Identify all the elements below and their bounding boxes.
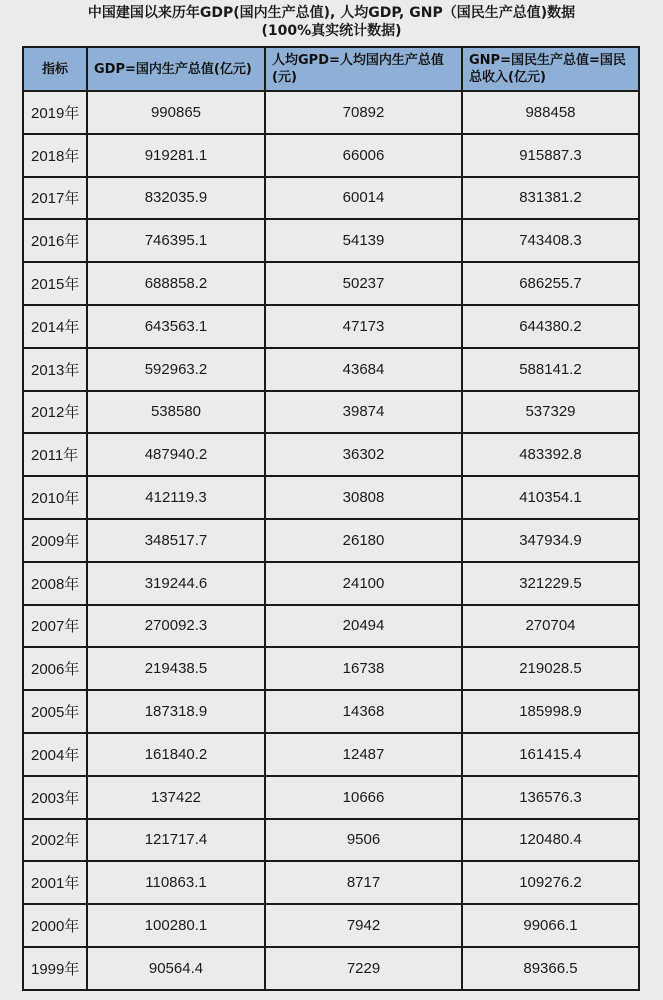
gnp-cell: 831381.2 (462, 177, 639, 220)
table-row (23, 947, 639, 990)
gnp-cell: 321229.5 (462, 562, 639, 605)
year-cell: 2011年 (23, 433, 87, 476)
gdp-per-capita-cell: 16738 (265, 647, 462, 690)
gdp-per-capita-cell: 70892 (265, 91, 462, 134)
gdp-per-capita-cell: 7229 (265, 947, 462, 990)
gdp-cell: 746395.1 (87, 219, 265, 262)
gdp-per-capita-cell: 10666 (265, 776, 462, 819)
year-cell: 2017年 (23, 177, 87, 220)
gdp-per-capita-cell: 60014 (265, 177, 462, 220)
gdp-cell: 412119.3 (87, 476, 265, 519)
gdp-per-capita-cell: 7942 (265, 904, 462, 947)
gnp-cell: 270704 (462, 605, 639, 648)
gdp-cell: 348517.7 (87, 519, 265, 562)
table-row (23, 219, 639, 262)
gnp-cell: 219028.5 (462, 647, 639, 690)
gnp-cell: 537329 (462, 391, 639, 434)
gdp-cell: 919281.1 (87, 134, 265, 177)
year-cell: 2003年 (23, 776, 87, 819)
gnp-cell: 915887.3 (462, 134, 639, 177)
year-cell: 2008年 (23, 562, 87, 605)
gnp-cell: 743408.3 (462, 219, 639, 262)
gnp-cell: 120480.4 (462, 819, 639, 862)
year-cell: 2007年 (23, 605, 87, 648)
gnp-cell: 588141.2 (462, 348, 639, 391)
gnp-cell: 347934.9 (462, 519, 639, 562)
gdp-cell: 538580 (87, 391, 265, 434)
year-cell: 1999年 (23, 947, 87, 990)
table-row (23, 262, 639, 305)
gdp-cell: 270092.3 (87, 605, 265, 648)
gdp-cell: 121717.4 (87, 819, 265, 862)
table-row (23, 690, 639, 733)
gdp-per-capita-cell: 9506 (265, 819, 462, 862)
gnp-cell: 185998.9 (462, 690, 639, 733)
gdp-per-capita-cell: 26180 (265, 519, 462, 562)
gdp-cell: 219438.5 (87, 647, 265, 690)
year-cell: 2014年 (23, 305, 87, 348)
gdp-cell: 137422 (87, 776, 265, 819)
year-cell: 2019年 (23, 91, 87, 134)
table-row (23, 562, 639, 605)
gdp-per-capita-cell: 47173 (265, 305, 462, 348)
table-row (23, 519, 639, 562)
header-gnp: GNP=国民生产总值=国民总收入(亿元) (462, 47, 639, 91)
year-cell: 2016年 (23, 219, 87, 262)
table-row (23, 861, 639, 904)
table-header-row (23, 47, 639, 91)
gdp-cell: 110863.1 (87, 861, 265, 904)
year-cell: 2002年 (23, 819, 87, 862)
year-cell: 2015年 (23, 262, 87, 305)
gdp-cell: 990865 (87, 91, 265, 134)
header-gdp-per-capita: 人均GPD=人均国内生产总值(元) (265, 47, 462, 91)
year-cell: 2000年 (23, 904, 87, 947)
gdp-cell: 592963.2 (87, 348, 265, 391)
table-row (23, 348, 639, 391)
header-gdp: GDP=国内生产总值(亿元) (87, 47, 265, 91)
gdp-cell: 688858.2 (87, 262, 265, 305)
gnp-cell: 644380.2 (462, 305, 639, 348)
gdp-per-capita-cell: 43684 (265, 348, 462, 391)
table-row (23, 776, 639, 819)
gnp-cell: 686255.7 (462, 262, 639, 305)
gdp-cell: 319244.6 (87, 562, 265, 605)
gdp-cell: 100280.1 (87, 904, 265, 947)
gdp-per-capita-cell: 30808 (265, 476, 462, 519)
gdp-data-table (22, 46, 640, 991)
table-row (23, 391, 639, 434)
gnp-cell: 410354.1 (462, 476, 639, 519)
table-row (23, 647, 639, 690)
gdp-per-capita-cell: 50237 (265, 262, 462, 305)
gdp-per-capita-cell: 24100 (265, 562, 462, 605)
title-line-2: (100%真实统计数据) (261, 23, 402, 39)
year-cell: 2018年 (23, 134, 87, 177)
gnp-cell: 109276.2 (462, 861, 639, 904)
gnp-cell: 99066.1 (462, 904, 639, 947)
table-row (23, 819, 639, 862)
year-cell: 2005年 (23, 690, 87, 733)
gdp-per-capita-cell: 39874 (265, 391, 462, 434)
gnp-cell: 136576.3 (462, 776, 639, 819)
table-row (23, 433, 639, 476)
table-row (23, 733, 639, 776)
gdp-per-capita-cell: 14368 (265, 690, 462, 733)
year-cell: 2001年 (23, 861, 87, 904)
gdp-cell: 832035.9 (87, 177, 265, 220)
table-row (23, 177, 639, 220)
table-row (23, 904, 639, 947)
gnp-cell: 161415.4 (462, 733, 639, 776)
gdp-cell: 90564.4 (87, 947, 265, 990)
gdp-per-capita-cell: 54139 (265, 219, 462, 262)
table-row (23, 91, 639, 134)
gnp-cell: 89366.5 (462, 947, 639, 990)
gdp-per-capita-cell: 20494 (265, 605, 462, 648)
gdp-per-capita-cell: 36302 (265, 433, 462, 476)
gnp-cell: 988458 (462, 91, 639, 134)
page-title (0, 4, 663, 40)
header-indicator: 指标 (23, 47, 87, 91)
table-row (23, 305, 639, 348)
gnp-cell: 483392.8 (462, 433, 639, 476)
table-row (23, 134, 639, 177)
gdp-per-capita-cell: 12487 (265, 733, 462, 776)
year-cell: 2013年 (23, 348, 87, 391)
year-cell: 2010年 (23, 476, 87, 519)
year-cell: 2004年 (23, 733, 87, 776)
title-line-1: 中国建国以来历年GDP(国内生产总值), 人均GDP, GNP（国民生产总值)数据 (87, 5, 576, 21)
year-cell: 2009年 (23, 519, 87, 562)
year-cell: 2012年 (23, 391, 87, 434)
table-row (23, 605, 639, 648)
gdp-per-capita-cell: 66006 (265, 134, 462, 177)
gdp-cell: 187318.9 (87, 690, 265, 733)
gdp-per-capita-cell: 8717 (265, 861, 462, 904)
gdp-cell: 161840.2 (87, 733, 265, 776)
table-row (23, 476, 639, 519)
gdp-cell: 643563.1 (87, 305, 265, 348)
year-cell: 2006年 (23, 647, 87, 690)
gdp-cell: 487940.2 (87, 433, 265, 476)
